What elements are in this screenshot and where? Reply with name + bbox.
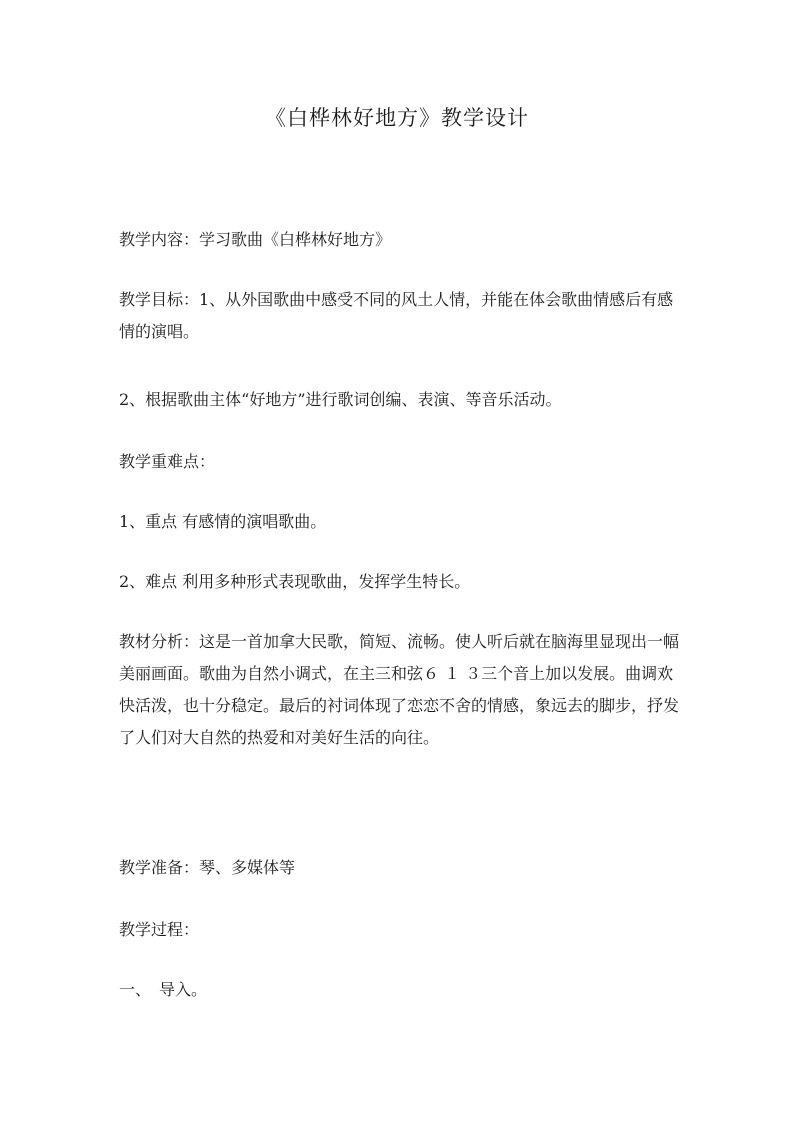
difficulty-point: 2、难点 利用多种形式表现歌曲，发挥学生特长。	[119, 572, 471, 591]
key-point: 1、重点 有感情的演唱歌曲。	[119, 512, 327, 531]
teaching-content: 教学内容：学习歌曲《白桦林好地方》	[119, 230, 392, 249]
teaching-preparation: 教学准备：琴、多媒体等	[119, 858, 296, 877]
step-intro: 一、 导入。	[119, 980, 208, 999]
teaching-goal-1: 教学目标：1、从外国歌曲中感受不同的风土人情，并能在体会歌曲情感后有感情的演唱。	[119, 290, 674, 341]
document-title: 《白桦林好地方》教学设计	[265, 106, 529, 130]
process-heading: 教学过程：	[119, 920, 200, 939]
teaching-goal-2: 2、根据歌曲主体“好地方”进行歌词创编、表演、等音乐活动。	[119, 390, 562, 409]
key-points-heading: 教学重难点：	[119, 452, 216, 471]
material-analysis: 教材分析：这是一首加拿大民歌，简短、流畅。使人听后就在脑海里显现出一幅美丽画面。歌曲为自然小调式，在主三和弦６ １ ３三个音上加以发展。曲调欢快活泼，也十分稳定。最后的衬词体现了恋恋不舍的情感，象远去的脚步，抒发了人们对大自然的热爱和对美好生活的向往。	[119, 632, 680, 747]
